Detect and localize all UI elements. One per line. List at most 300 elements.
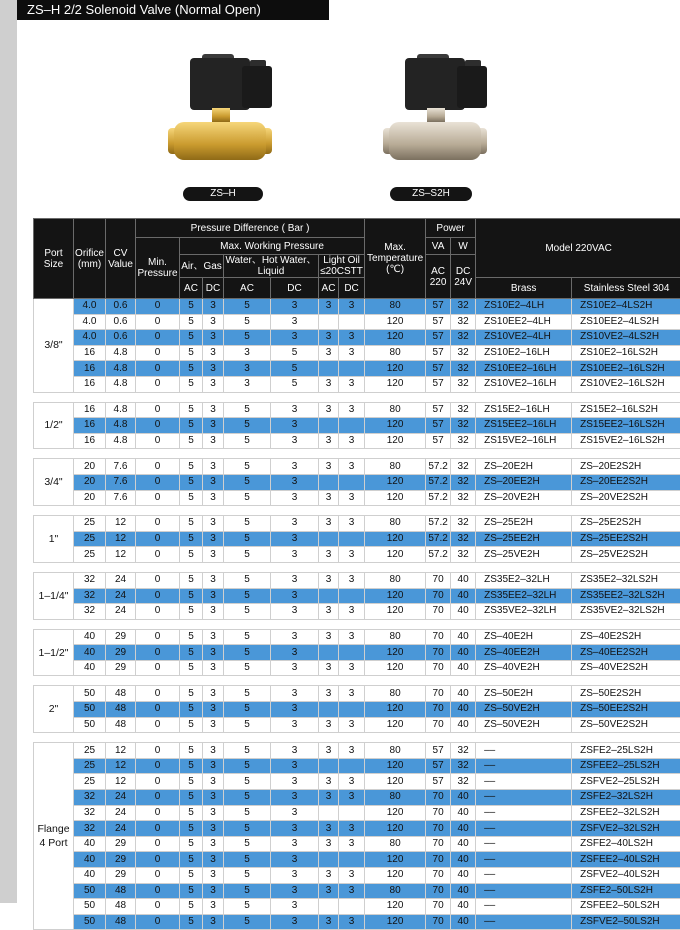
cell-oac: 3 [319, 516, 339, 532]
cell-w: 32 [451, 758, 476, 774]
cell-t: 80 [365, 345, 426, 361]
cell-ss: ZS10EE2–16LS2H [572, 361, 680, 377]
cell-min: 0 [136, 604, 180, 620]
cell-t: 120 [365, 314, 426, 330]
cell-oac: 3 [319, 686, 339, 702]
cell-wdc: 3 [271, 516, 319, 532]
cell-o: 25 [74, 758, 106, 774]
cell-aac: 5 [180, 330, 203, 346]
cell-wdc: 3 [271, 899, 319, 915]
cell-adc: 3 [203, 490, 224, 506]
cell-oac [319, 314, 339, 330]
port-size-cell: 3/4" [34, 459, 74, 506]
cell-o: 16 [74, 418, 106, 434]
cell-min: 0 [136, 821, 180, 837]
cell-oac: 3 [319, 790, 339, 806]
cell-aac: 5 [180, 883, 203, 899]
cell-adc: 3 [203, 914, 224, 930]
cell-cv: 29 [106, 836, 136, 852]
cell-odc [339, 314, 365, 330]
cell-w: 40 [451, 629, 476, 645]
cell-wac: 5 [224, 758, 271, 774]
cell-ss: ZSFVE2–25LS2H [572, 774, 680, 790]
cell-min: 0 [136, 743, 180, 759]
table-row [34, 345, 680, 361]
cell-cv: 0.6 [106, 299, 136, 315]
cell-wdc: 3 [271, 883, 319, 899]
cell-wac: 5 [224, 547, 271, 563]
spec-table [33, 218, 680, 930]
header-port-size: Port Size [34, 219, 74, 299]
cell-odc [339, 702, 365, 718]
cell-cv: 4.8 [106, 402, 136, 418]
cell-o: 32 [74, 821, 106, 837]
cell-va: 70 [426, 852, 451, 868]
cell-wdc: 3 [271, 686, 319, 702]
cell-aac: 5 [180, 868, 203, 884]
cell-va: 70 [426, 686, 451, 702]
cell-wac: 5 [224, 883, 271, 899]
header-oil-ac: AC [319, 278, 339, 299]
cell-cv: 29 [106, 629, 136, 645]
cell-t: 120 [365, 376, 426, 392]
cell-o: 16 [74, 376, 106, 392]
cell-adc: 3 [203, 868, 224, 884]
cell-min: 0 [136, 836, 180, 852]
cell-o: 20 [74, 474, 106, 490]
cell-odc: 3 [339, 490, 365, 506]
cell-min: 0 [136, 717, 180, 733]
cell-min: 0 [136, 474, 180, 490]
cell-oac: 3 [319, 547, 339, 563]
table-row [34, 516, 680, 532]
cell-brass: –– [476, 836, 572, 852]
cell-t: 120 [365, 702, 426, 718]
cell-t: 120 [365, 852, 426, 868]
cell-t: 120 [365, 717, 426, 733]
cell-wac: 5 [224, 836, 271, 852]
cell-wdc: 3 [271, 418, 319, 434]
cell-wac: 3 [224, 376, 271, 392]
cell-w: 40 [451, 836, 476, 852]
cell-adc: 3 [203, 299, 224, 315]
cell-o: 32 [74, 588, 106, 604]
cell-min: 0 [136, 702, 180, 718]
cell-w: 40 [451, 883, 476, 899]
cell-w: 40 [451, 868, 476, 884]
cell-t: 120 [365, 330, 426, 346]
cell-cv: 48 [106, 899, 136, 915]
cell-va: 57 [426, 418, 451, 434]
table-row [34, 361, 680, 377]
cell-ss: ZS–25VE2S2H [572, 547, 680, 563]
cell-brass: ZS–20EE2H [476, 474, 572, 490]
cell-w: 32 [451, 402, 476, 418]
cell-aac: 5 [180, 899, 203, 915]
cell-aac: 5 [180, 433, 203, 449]
cell-brass: –– [476, 883, 572, 899]
cell-ss: ZS10VE2–16LS2H [572, 376, 680, 392]
cell-o: 16 [74, 361, 106, 377]
cell-cv: 29 [106, 660, 136, 676]
cell-aac: 5 [180, 604, 203, 620]
cell-va: 70 [426, 572, 451, 588]
cell-brass: –– [476, 774, 572, 790]
cell-oac: 3 [319, 660, 339, 676]
cell-va: 57 [426, 758, 451, 774]
cell-oac: 3 [319, 821, 339, 837]
cell-wac: 5 [224, 572, 271, 588]
cell-ss: ZSFE2–40LS2H [572, 836, 680, 852]
cell-aac: 5 [180, 836, 203, 852]
cell-t: 80 [365, 572, 426, 588]
cell-wac: 5 [224, 686, 271, 702]
cell-adc: 3 [203, 418, 224, 434]
cell-brass: –– [476, 899, 572, 915]
cell-oac: 3 [319, 299, 339, 315]
cell-cv: 7.6 [106, 474, 136, 490]
table-row [34, 474, 680, 490]
header-power: Power [426, 219, 476, 238]
cell-brass: ZS10E2–16LH [476, 345, 572, 361]
cell-w: 40 [451, 790, 476, 806]
cell-cv: 7.6 [106, 459, 136, 475]
cell-cv: 4.8 [106, 376, 136, 392]
cell-aac: 5 [180, 821, 203, 837]
cell-t: 80 [365, 516, 426, 532]
cell-cv: 4.8 [106, 361, 136, 377]
cell-min: 0 [136, 805, 180, 821]
cell-t: 120 [365, 868, 426, 884]
cell-o: 20 [74, 490, 106, 506]
cell-brass: –– [476, 790, 572, 806]
cell-w: 32 [451, 774, 476, 790]
cell-oac [319, 645, 339, 661]
cell-oac: 3 [319, 883, 339, 899]
cell-w: 40 [451, 604, 476, 620]
cell-oac: 3 [319, 774, 339, 790]
header-min-pressure: Min. Pressure [136, 238, 180, 299]
header-pressure-difference: Pressure Difference ( Bar ) [136, 219, 365, 238]
table-header [34, 219, 680, 299]
cell-min: 0 [136, 402, 180, 418]
header-va: VA [426, 238, 451, 255]
cell-ss: ZS35VE2–32LS2H [572, 604, 680, 620]
separator-cell [34, 449, 680, 459]
cell-w: 32 [451, 490, 476, 506]
cell-wac: 5 [224, 314, 271, 330]
cell-t: 120 [365, 899, 426, 915]
cell-oac: 3 [319, 604, 339, 620]
cell-min: 0 [136, 686, 180, 702]
cell-odc [339, 588, 365, 604]
cell-odc: 3 [339, 868, 365, 884]
cell-wdc: 3 [271, 868, 319, 884]
cell-ss: ZS10EE2–4LS2H [572, 314, 680, 330]
cell-odc: 3 [339, 821, 365, 837]
cell-odc: 3 [339, 790, 365, 806]
group-separator [34, 562, 680, 572]
cell-w: 40 [451, 588, 476, 604]
cell-odc [339, 361, 365, 377]
cell-oac [319, 758, 339, 774]
cell-t: 120 [365, 361, 426, 377]
cell-wdc: 3 [271, 790, 319, 806]
cell-min: 0 [136, 330, 180, 346]
cell-aac: 5 [180, 645, 203, 661]
cell-wdc: 3 [271, 433, 319, 449]
cell-t: 120 [365, 660, 426, 676]
cell-brass: –– [476, 758, 572, 774]
product-image-brass-valve [170, 58, 280, 188]
cell-wdc: 3 [271, 821, 319, 837]
cell-odc [339, 758, 365, 774]
cell-odc: 3 [339, 717, 365, 733]
cell-aac: 5 [180, 702, 203, 718]
cell-wdc: 3 [271, 702, 319, 718]
cell-adc: 3 [203, 758, 224, 774]
cell-wdc: 3 [271, 914, 319, 930]
header-water-dc: DC [271, 278, 319, 299]
cell-ss: ZS–50VE2S2H [572, 717, 680, 733]
cell-o: 40 [74, 645, 106, 661]
cell-aac: 5 [180, 629, 203, 645]
cell-wdc: 3 [271, 774, 319, 790]
cell-w: 32 [451, 743, 476, 759]
cell-t: 120 [365, 490, 426, 506]
cell-w: 40 [451, 821, 476, 837]
cell-wac: 5 [224, 774, 271, 790]
cell-wdc: 3 [271, 299, 319, 315]
cell-adc: 3 [203, 645, 224, 661]
cell-cv: 12 [106, 743, 136, 759]
cell-brass: ZS–40VE2H [476, 660, 572, 676]
cell-wdc: 3 [271, 629, 319, 645]
cell-ss: ZSFE2–50LS2H [572, 883, 680, 899]
header-light-oil: Light Oil ≤20CSTT [319, 255, 365, 278]
cell-aac: 5 [180, 852, 203, 868]
header-air-dc: DC [203, 278, 224, 299]
cell-min: 0 [136, 299, 180, 315]
header-w: W [451, 238, 476, 255]
cell-brass: ZS35VE2–32LH [476, 604, 572, 620]
port-size-cell: 1–1/2" [34, 629, 74, 676]
cell-ss: ZS15VE2–16LS2H [572, 433, 680, 449]
cell-brass: –– [476, 868, 572, 884]
cell-adc: 3 [203, 330, 224, 346]
side-bar [0, 0, 17, 903]
cell-o: 25 [74, 743, 106, 759]
cell-min: 0 [136, 345, 180, 361]
cell-o: 32 [74, 604, 106, 620]
cell-wac: 5 [224, 402, 271, 418]
table-row [34, 547, 680, 563]
group-separator [34, 676, 680, 686]
cell-wac: 5 [224, 531, 271, 547]
cell-va: 70 [426, 899, 451, 915]
cell-t: 80 [365, 883, 426, 899]
cell-w: 32 [451, 516, 476, 532]
cell-ss: ZSFEE2–32LS2H [572, 805, 680, 821]
cell-brass: ZS15EE2–16LH [476, 418, 572, 434]
cell-wac: 5 [224, 821, 271, 837]
header-brass: Brass [476, 278, 572, 299]
cell-va: 57 [426, 330, 451, 346]
cell-va: 70 [426, 629, 451, 645]
separator-cell [34, 676, 680, 686]
cell-aac: 5 [180, 547, 203, 563]
table-row [34, 758, 680, 774]
cell-va: 70 [426, 868, 451, 884]
cell-ss: ZS35EE2–32LS2H [572, 588, 680, 604]
cell-wdc: 3 [271, 836, 319, 852]
cell-min: 0 [136, 758, 180, 774]
cell-va: 57.2 [426, 490, 451, 506]
cell-adc: 3 [203, 516, 224, 532]
cell-ss: ZSFEE2–50LS2H [572, 899, 680, 915]
cell-aac: 5 [180, 758, 203, 774]
cell-aac: 5 [180, 914, 203, 930]
cell-brass: ZS–50VE2H [476, 717, 572, 733]
cell-odc: 3 [339, 629, 365, 645]
cell-oac: 3 [319, 490, 339, 506]
cell-wac: 5 [224, 433, 271, 449]
cell-wac: 5 [224, 629, 271, 645]
cell-ss: ZS–50EE2S2H [572, 702, 680, 718]
cell-wdc: 3 [271, 314, 319, 330]
cell-brass: –– [476, 852, 572, 868]
cell-o: 16 [74, 345, 106, 361]
cell-wac: 3 [224, 345, 271, 361]
table-row [34, 821, 680, 837]
table-row [34, 314, 680, 330]
cell-oac: 3 [319, 743, 339, 759]
cell-t: 120 [365, 774, 426, 790]
table-row [34, 459, 680, 475]
cell-w: 40 [451, 717, 476, 733]
cell-wdc: 3 [271, 588, 319, 604]
cell-t: 120 [365, 805, 426, 821]
cell-aac: 5 [180, 686, 203, 702]
header-orifice: Orifice (mm) [74, 219, 106, 299]
cell-brass: ZS–50E2H [476, 686, 572, 702]
cell-min: 0 [136, 588, 180, 604]
cell-w: 32 [451, 459, 476, 475]
table-row [34, 774, 680, 790]
cell-wdc: 3 [271, 402, 319, 418]
cell-brass: ZS15E2–16LH [476, 402, 572, 418]
separator-cell [34, 619, 680, 629]
cell-ss: ZSFVE2–50LS2H [572, 914, 680, 930]
cell-ss: ZSFEE2–25LS2H [572, 758, 680, 774]
cell-odc: 3 [339, 345, 365, 361]
cell-oac: 3 [319, 459, 339, 475]
cell-t: 120 [365, 758, 426, 774]
cell-ss: ZS–40VE2S2H [572, 660, 680, 676]
port-size-cell: 1–1/4" [34, 572, 74, 619]
cell-cv: 4.8 [106, 418, 136, 434]
cell-adc: 3 [203, 459, 224, 475]
cell-odc: 3 [339, 433, 365, 449]
cell-adc: 3 [203, 899, 224, 915]
cell-va: 70 [426, 660, 451, 676]
cell-brass: ZS–25E2H [476, 516, 572, 532]
cell-o: 50 [74, 686, 106, 702]
cell-oac: 3 [319, 402, 339, 418]
cell-w: 32 [451, 418, 476, 434]
cell-oac: 3 [319, 433, 339, 449]
cell-va: 57 [426, 774, 451, 790]
cell-adc: 3 [203, 883, 224, 899]
cell-wac: 5 [224, 899, 271, 915]
cell-ss: ZSFEE2–40LS2H [572, 852, 680, 868]
cell-min: 0 [136, 883, 180, 899]
cell-aac: 5 [180, 418, 203, 434]
table-row [34, 418, 680, 434]
cell-odc [339, 805, 365, 821]
cell-o: 25 [74, 531, 106, 547]
cell-t: 80 [365, 836, 426, 852]
cell-min: 0 [136, 774, 180, 790]
cell-aac: 5 [180, 790, 203, 806]
cell-odc: 3 [339, 774, 365, 790]
cell-w: 40 [451, 914, 476, 930]
cell-wdc: 5 [271, 361, 319, 377]
cell-oac: 3 [319, 345, 339, 361]
cell-aac: 5 [180, 314, 203, 330]
table-row [34, 376, 680, 392]
cell-aac: 5 [180, 516, 203, 532]
cell-wdc: 3 [271, 572, 319, 588]
cell-adc: 3 [203, 402, 224, 418]
cell-va: 57.2 [426, 474, 451, 490]
table-row [34, 868, 680, 884]
cell-adc: 3 [203, 376, 224, 392]
cell-odc [339, 418, 365, 434]
cell-aac: 5 [180, 299, 203, 315]
cell-cv: 12 [106, 516, 136, 532]
cell-va: 57.2 [426, 516, 451, 532]
cell-oac [319, 361, 339, 377]
cell-oac: 3 [319, 330, 339, 346]
cell-min: 0 [136, 629, 180, 645]
cell-adc: 3 [203, 774, 224, 790]
cell-o: 32 [74, 790, 106, 806]
cell-o: 20 [74, 459, 106, 475]
cell-odc: 3 [339, 604, 365, 620]
cell-w: 32 [451, 361, 476, 377]
cell-cv: 12 [106, 758, 136, 774]
cell-brass: ZS–20E2H [476, 459, 572, 475]
cell-cv: 24 [106, 588, 136, 604]
header-max-temperature: Max. Temperature (℃) [365, 219, 426, 299]
cell-brass: ZS15VE2–16LH [476, 433, 572, 449]
cell-wdc: 3 [271, 717, 319, 733]
cell-wac: 5 [224, 418, 271, 434]
cell-o: 25 [74, 774, 106, 790]
cell-oac: 3 [319, 914, 339, 930]
cell-min: 0 [136, 459, 180, 475]
cell-oac: 3 [319, 376, 339, 392]
cell-odc: 3 [339, 516, 365, 532]
cell-cv: 29 [106, 645, 136, 661]
header-air-ac: AC [180, 278, 203, 299]
cell-adc: 3 [203, 852, 224, 868]
cell-oac: 3 [319, 868, 339, 884]
cell-o: 4.0 [74, 299, 106, 315]
cell-cv: 24 [106, 572, 136, 588]
cell-ss: ZS15E2–16LS2H [572, 402, 680, 418]
